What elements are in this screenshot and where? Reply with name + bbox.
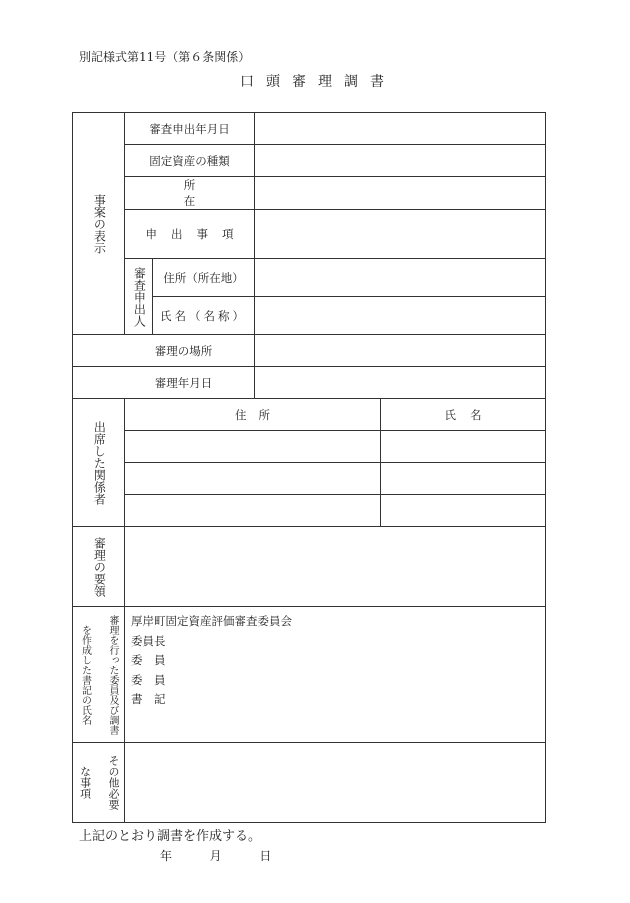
committee-name: 厚岸町固定資産評価審査委員会: [131, 614, 292, 628]
petition-item-label: 申出事項: [125, 210, 255, 259]
day-label: 日: [259, 849, 272, 863]
other-label-cell: [73, 743, 125, 823]
year-label: 年: [160, 849, 173, 863]
attendees-label: 出席した関係者: [92, 420, 107, 505]
asset-type-label: 固定資産の種類: [125, 145, 255, 177]
attendee-name-field[interactable]: [381, 495, 546, 527]
other-label-line2: な事項: [78, 766, 92, 799]
attendees-address-header: 住所: [125, 399, 381, 431]
chairperson-label: 委員長: [131, 633, 166, 648]
petition-item-field[interactable]: [255, 210, 546, 259]
hearing-place-label: 審理の場所: [73, 335, 255, 367]
applicant-address-field[interactable]: [255, 259, 546, 297]
members-label-line1: 審理を行った委員及び調書: [107, 614, 118, 735]
attendees-name-header: 氏名: [381, 399, 546, 431]
location-label: 所在: [125, 177, 255, 210]
filing-date-field[interactable]: [255, 113, 546, 145]
attendee-name-field[interactable]: [381, 463, 546, 495]
summary-label-cell: [73, 527, 125, 607]
attendee-address-field[interactable]: [125, 495, 381, 527]
members-label-cell: [73, 607, 125, 743]
applicant-label: 審査申出人: [132, 266, 147, 327]
applicant-label-cell: [125, 259, 153, 335]
case-section-label: 事案の表示: [92, 193, 107, 254]
page-title: 口頭審理調書: [240, 74, 396, 90]
other-label-line1: その他必要: [107, 755, 121, 810]
applicant-address-label: 住所（所在地）: [153, 259, 255, 297]
hearing-date-field[interactable]: [255, 367, 546, 399]
attendee-name-field[interactable]: [381, 431, 546, 463]
location-field[interactable]: [255, 177, 546, 210]
summary-label: 審理の要領: [92, 536, 107, 597]
footer-date: [160, 847, 271, 864]
summary-field[interactable]: [125, 527, 546, 607]
month-label: 月: [209, 849, 222, 863]
asset-type-field[interactable]: [255, 145, 546, 177]
member-label: 委 員: [131, 672, 166, 687]
attendee-address-field[interactable]: [125, 463, 381, 495]
members-list: [125, 607, 546, 743]
hearing-date-label: 審理年月日: [73, 367, 255, 399]
other-field[interactable]: [125, 743, 546, 823]
attendee-address-field[interactable]: [125, 431, 381, 463]
hearing-place-field[interactable]: [255, 335, 546, 367]
filing-date-label: 審査申出年月日: [125, 113, 255, 145]
applicant-name-label: 氏名（名称）: [153, 297, 255, 335]
hearing-record-form: [72, 112, 546, 823]
applicant-name-field[interactable]: [255, 297, 546, 335]
case-section-label-cell: [73, 113, 125, 335]
member-label: 委 員: [131, 653, 166, 667]
footer-statement: 上記のとおり調書を作成する。: [79, 829, 262, 844]
members-label-line2: を作成した書記の氏名: [79, 624, 91, 725]
clerk-label: 書 記: [131, 692, 166, 706]
form-number: 別記様式第11号（第６条関係）: [79, 50, 251, 64]
attendees-label-cell: [73, 399, 125, 527]
